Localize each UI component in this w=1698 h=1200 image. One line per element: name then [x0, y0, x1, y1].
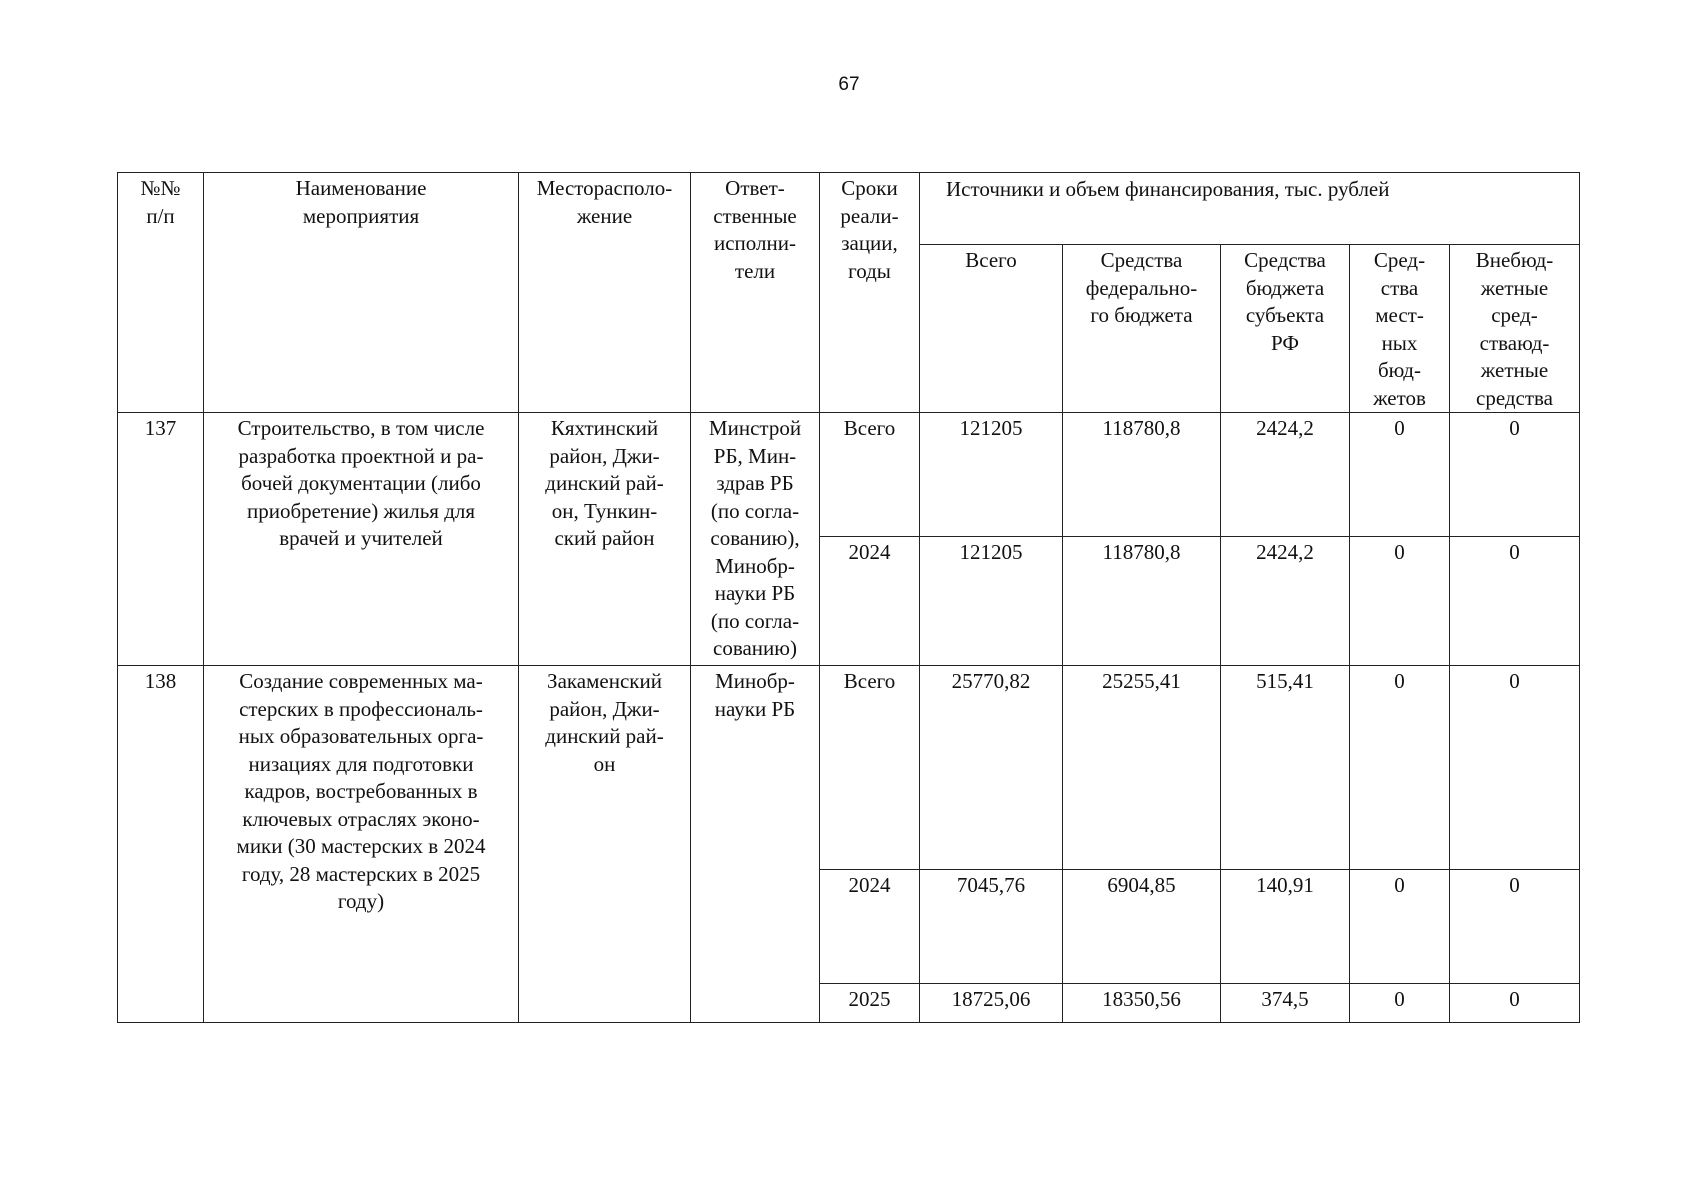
row-number: 138 — [118, 666, 204, 1023]
row-location: Закаменский район, Джи- динский рай- он — [519, 666, 691, 1023]
header-num: №№ п/п — [118, 173, 204, 413]
header-responsible: Ответ- ственные исполни- тели — [691, 173, 820, 413]
cell-local: 0 — [1350, 537, 1450, 666]
table-row — [118, 413, 1580, 537]
cell-regional: 140,91 — [1221, 870, 1350, 984]
row-name: Строительство, в том числе разработка проектной и ра- бочей документации (либо приобретение) жилья для врачей и учителей — [204, 413, 519, 666]
header-sources: Источники и объем финансирования, тыс. рублей — [920, 173, 1580, 245]
cell-federal: 25255,41 — [1063, 666, 1221, 870]
header-federal: Средства федерально- го бюджета — [1063, 245, 1221, 413]
cell-extra: 0 — [1450, 666, 1580, 870]
row-period: 2024 — [820, 537, 920, 666]
row-responsible: Минстрой РБ, Мин- здрав РБ (по согла- сованию), Минобр- науки РБ (по согла- сованию) — [691, 413, 820, 666]
header-location: Месторасполо- жение — [519, 173, 691, 413]
row-period: 2024 — [820, 870, 920, 984]
page-number: 67 — [838, 74, 860, 95]
cell-federal: 18350,56 — [1063, 984, 1221, 1023]
header-local: Сред- ства мест- ных бюд- жетов — [1350, 245, 1450, 413]
cell-total: 7045,76 — [920, 870, 1063, 984]
cell-local: 0 — [1350, 870, 1450, 984]
cell-total: 18725,06 — [920, 984, 1063, 1023]
cell-local: 0 — [1350, 984, 1450, 1023]
header-period: Сроки реали- зации, годы — [820, 173, 920, 413]
header-total: Всего — [920, 245, 1063, 413]
cell-federal: 6904,85 — [1063, 870, 1221, 984]
cell-federal: 118780,8 — [1063, 537, 1221, 666]
header-row-top — [118, 173, 1580, 245]
cell-total: 121205 — [920, 413, 1063, 537]
table-row — [118, 666, 1580, 870]
row-period: Всего — [820, 413, 920, 537]
header-regional: Средства бюджета субъекта РФ — [1221, 245, 1350, 413]
cell-regional: 515,41 — [1221, 666, 1350, 870]
row-name: Создание современных ма- стерских в профессиональ- ных образовательных орга- низациях для подготовки кадров, востребованных в ключевых отраслях эконо- мики (30 мастерских в 2024 году, 28 мастерских в 2025 году) — [204, 666, 519, 1023]
cell-regional: 2424,2 — [1221, 537, 1350, 666]
cell-regional: 2424,2 — [1221, 413, 1350, 537]
header-name: Наименование мероприятия — [204, 173, 519, 413]
cell-extra: 0 — [1450, 870, 1580, 984]
cell-local: 0 — [1350, 413, 1450, 537]
cell-extra: 0 — [1450, 537, 1580, 666]
cell-extra: 0 — [1450, 984, 1580, 1023]
header-extra: Внебюд- жетные сред- стваюд- жетные средства — [1450, 245, 1580, 413]
financing-table — [117, 172, 1580, 1023]
cell-federal: 118780,8 — [1063, 413, 1221, 537]
row-location: Кяхтинский район, Джи- динский рай- он, Тункин- ский район — [519, 413, 691, 666]
row-responsible: Минобр- науки РБ — [691, 666, 820, 1023]
cell-regional: 374,5 — [1221, 984, 1350, 1023]
row-period: 2025 — [820, 984, 920, 1023]
cell-total: 121205 — [920, 537, 1063, 666]
cell-total: 25770,82 — [920, 666, 1063, 870]
row-number: 137 — [118, 413, 204, 666]
cell-extra: 0 — [1450, 413, 1580, 537]
row-period: Всего — [820, 666, 920, 870]
cell-local: 0 — [1350, 666, 1450, 870]
